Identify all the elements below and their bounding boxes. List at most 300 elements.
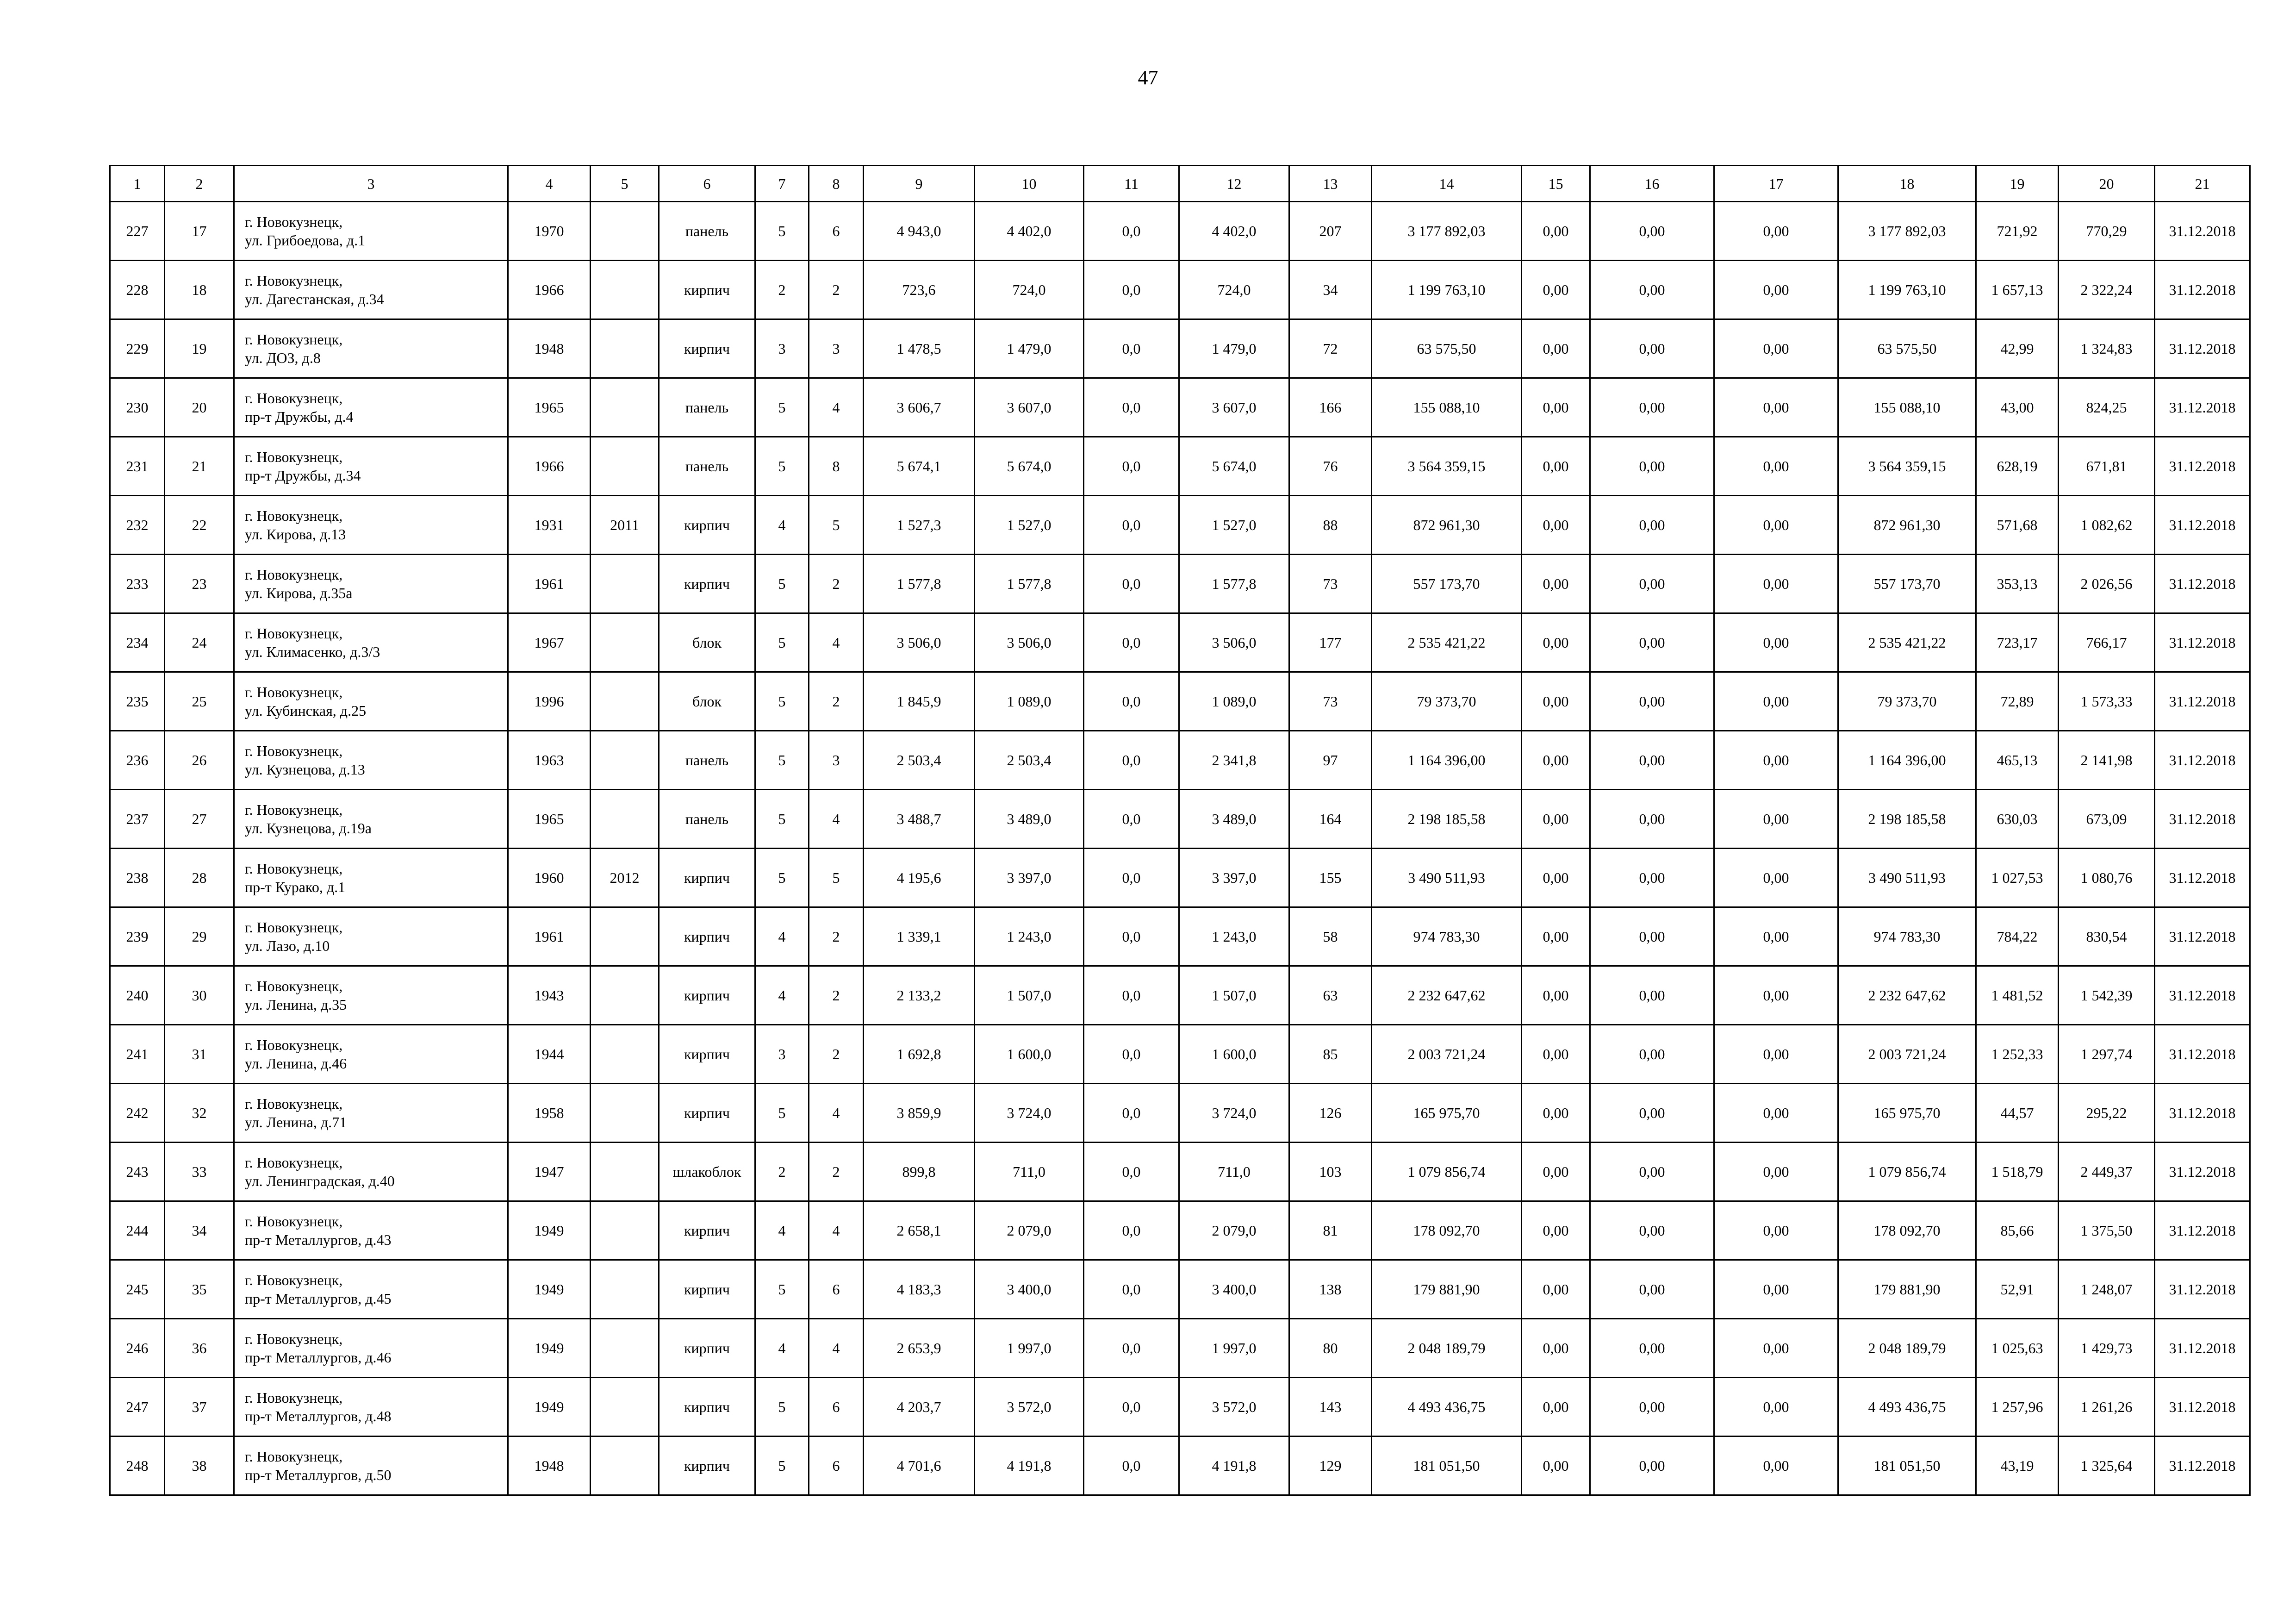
- wall-material-cell: панель: [659, 790, 755, 849]
- address-city: г. Новокузнецк,: [245, 566, 343, 583]
- row-number-cell: 245: [110, 1260, 165, 1319]
- index-cell: 22: [165, 496, 234, 555]
- construction-year-cell: 1949: [508, 1260, 591, 1319]
- total-cost-cell: 181 051,50: [1372, 1437, 1522, 1495]
- construction-year-cell: 1970: [508, 202, 591, 261]
- residents-cell: 126: [1289, 1084, 1372, 1143]
- floors-cell: 5: [755, 613, 809, 672]
- address-street: пр-т Металлургов, д.43: [245, 1231, 392, 1248]
- max-unit-cost-cell: 824,25: [2059, 378, 2155, 437]
- municipal-area-cell: 0,0: [1084, 613, 1179, 672]
- row-number-cell: 229: [110, 319, 165, 378]
- private-area-cell: 1 600,0: [1179, 1025, 1289, 1084]
- column-header-15: 15: [1522, 166, 1590, 202]
- column-header-2: 2: [165, 166, 234, 202]
- entrances-cell: 5: [809, 849, 864, 907]
- residential-area-cell: 1 997,0: [975, 1319, 1084, 1378]
- unit-cost-cell: 1 657,13: [1976, 261, 2059, 319]
- table-row: [110, 555, 2250, 613]
- reconstruction-year-cell: [591, 907, 659, 966]
- table-row: [110, 1319, 2250, 1378]
- municipal-area-cell: 0,0: [1084, 1378, 1179, 1437]
- address-street: пр-т Металлургов, д.46: [245, 1349, 392, 1366]
- address-street: пр-т Металлургов, д.50: [245, 1467, 392, 1483]
- total-cost-cell: 155 088,10: [1372, 378, 1522, 437]
- address-city: г. Новокузнецк,: [245, 272, 343, 289]
- index-cell: 31: [165, 1025, 234, 1084]
- unit-cost-cell: 784,22: [1976, 907, 2059, 966]
- residents-cell: 138: [1289, 1260, 1372, 1319]
- table-row: [110, 1378, 2250, 1437]
- max-unit-cost-cell: 295,22: [2059, 1084, 2155, 1143]
- regional-funds-cell: 0,00: [1590, 790, 1714, 849]
- entrances-cell: 4: [809, 1084, 864, 1143]
- completion-date-cell: 31.12.2018: [2155, 1319, 2250, 1378]
- total-cost-cell: 3 177 892,03: [1372, 202, 1522, 261]
- wall-material-cell: кирпич: [659, 1319, 755, 1378]
- table-row: [110, 496, 2250, 555]
- municipal-area-cell: 0,0: [1084, 672, 1179, 731]
- column-header-8: 8: [809, 166, 864, 202]
- total-area-cell: 3 488,7: [864, 790, 975, 849]
- address-city: г. Новокузнецк,: [245, 1154, 343, 1171]
- residents-cell: 73: [1289, 555, 1372, 613]
- unit-cost-cell: 628,19: [1976, 437, 2059, 496]
- municipal-area-cell: 0,0: [1084, 319, 1179, 378]
- index-cell: 32: [165, 1084, 234, 1143]
- residential-area-cell: 1 089,0: [975, 672, 1084, 731]
- total-area-cell: 899,8: [864, 1143, 975, 1201]
- owners-funds-cell: 179 881,90: [1838, 1260, 1976, 1319]
- floors-cell: 5: [755, 437, 809, 496]
- index-cell: 30: [165, 966, 234, 1025]
- table-row: [110, 1025, 2250, 1084]
- max-unit-cost-cell: 1 542,39: [2059, 966, 2155, 1025]
- residential-area-cell: 4 191,8: [975, 1437, 1084, 1495]
- reconstruction-year-cell: [591, 672, 659, 731]
- federal-funds-cell: 0,00: [1522, 378, 1590, 437]
- reconstruction-year-cell: [591, 202, 659, 261]
- unit-cost-cell: 72,89: [1976, 672, 2059, 731]
- reconstruction-year-cell: [591, 613, 659, 672]
- row-number-cell: 232: [110, 496, 165, 555]
- total-cost-cell: 2 535 421,22: [1372, 613, 1522, 672]
- row-number-cell: 237: [110, 790, 165, 849]
- municipal-funds-cell: 0,00: [1714, 437, 1838, 496]
- index-cell: 18: [165, 261, 234, 319]
- residential-area-cell: 2 079,0: [975, 1201, 1084, 1260]
- max-unit-cost-cell: 673,09: [2059, 790, 2155, 849]
- completion-date-cell: 31.12.2018: [2155, 202, 2250, 261]
- private-area-cell: 3 506,0: [1179, 613, 1289, 672]
- municipal-area-cell: 0,0: [1084, 849, 1179, 907]
- residential-area-cell: 4 402,0: [975, 202, 1084, 261]
- federal-funds-cell: 0,00: [1522, 907, 1590, 966]
- regional-funds-cell: 0,00: [1590, 1437, 1714, 1495]
- federal-funds-cell: 0,00: [1522, 437, 1590, 496]
- municipal-funds-cell: 0,00: [1714, 1201, 1838, 1260]
- total-area-cell: 1 692,8: [864, 1025, 975, 1084]
- residents-cell: 63: [1289, 966, 1372, 1025]
- entrances-cell: 2: [809, 1143, 864, 1201]
- residents-cell: 73: [1289, 672, 1372, 731]
- private-area-cell: 1 577,8: [1179, 555, 1289, 613]
- address-city: г. Новокузнецк,: [245, 684, 343, 700]
- total-area-cell: 1 478,5: [864, 319, 975, 378]
- page-number: 47: [1138, 66, 1158, 89]
- municipal-funds-cell: 0,00: [1714, 1378, 1838, 1437]
- index-cell: 29: [165, 907, 234, 966]
- federal-funds-cell: 0,00: [1522, 1319, 1590, 1378]
- regional-funds-cell: 0,00: [1590, 1084, 1714, 1143]
- floors-cell: 3: [755, 319, 809, 378]
- address-city: г. Новокузнецк,: [245, 1037, 343, 1053]
- total-area-cell: 4 203,7: [864, 1378, 975, 1437]
- address-city: г. Новокузнецк,: [245, 449, 343, 465]
- address-cell: [234, 437, 508, 496]
- reconstruction-year-cell: 2012: [591, 849, 659, 907]
- owners-funds-cell: 872 961,30: [1838, 496, 1976, 555]
- regional-funds-cell: 0,00: [1590, 1143, 1714, 1201]
- row-number-cell: 238: [110, 849, 165, 907]
- residents-cell: 58: [1289, 907, 1372, 966]
- regional-funds-cell: 0,00: [1590, 496, 1714, 555]
- row-number-cell: 246: [110, 1319, 165, 1378]
- municipal-funds-cell: 0,00: [1714, 790, 1838, 849]
- residential-area-cell: 711,0: [975, 1143, 1084, 1201]
- private-area-cell: 711,0: [1179, 1143, 1289, 1201]
- total-cost-cell: 872 961,30: [1372, 496, 1522, 555]
- total-area-cell: 4 701,6: [864, 1437, 975, 1495]
- municipal-funds-cell: 0,00: [1714, 1319, 1838, 1378]
- private-area-cell: 5 674,0: [1179, 437, 1289, 496]
- max-unit-cost-cell: 830,54: [2059, 907, 2155, 966]
- address-city: г. Новокузнецк,: [245, 1330, 343, 1347]
- owners-funds-cell: 63 575,50: [1838, 319, 1976, 378]
- address-city: г. Новокузнецк,: [245, 1389, 343, 1406]
- municipal-funds-cell: 0,00: [1714, 731, 1838, 790]
- row-number-cell: 231: [110, 437, 165, 496]
- column-header-6: 6: [659, 166, 755, 202]
- residents-cell: 177: [1289, 613, 1372, 672]
- federal-funds-cell: 0,00: [1522, 555, 1590, 613]
- construction-year-cell: 1949: [508, 1378, 591, 1437]
- residents-cell: 34: [1289, 261, 1372, 319]
- owners-funds-cell: 155 088,10: [1838, 378, 1976, 437]
- row-number-cell: 248: [110, 1437, 165, 1495]
- residential-area-cell: 1 577,8: [975, 555, 1084, 613]
- address-cell: [234, 1084, 508, 1143]
- address-cell: [234, 790, 508, 849]
- private-area-cell: 3 724,0: [1179, 1084, 1289, 1143]
- entrances-cell: 6: [809, 1260, 864, 1319]
- owners-funds-cell: 1 199 763,10: [1838, 261, 1976, 319]
- row-number-cell: 236: [110, 731, 165, 790]
- address-street: ул. Ленина, д.35: [245, 996, 347, 1013]
- private-area-cell: 2 079,0: [1179, 1201, 1289, 1260]
- construction-year-cell: 1949: [508, 1201, 591, 1260]
- private-area-cell: 1 527,0: [1179, 496, 1289, 555]
- municipal-area-cell: 0,0: [1084, 1143, 1179, 1201]
- reconstruction-year-cell: [591, 1319, 659, 1378]
- entrances-cell: 4: [809, 1319, 864, 1378]
- table-row: [110, 907, 2250, 966]
- reconstruction-year-cell: [591, 1084, 659, 1143]
- municipal-area-cell: 0,0: [1084, 1319, 1179, 1378]
- address-cell: [234, 1201, 508, 1260]
- address-city: г. Новокузнецк,: [245, 743, 343, 759]
- table-row: [110, 731, 2250, 790]
- table-row: [110, 613, 2250, 672]
- row-number-cell: 247: [110, 1378, 165, 1437]
- residential-area-cell: 5 674,0: [975, 437, 1084, 496]
- entrances-cell: 4: [809, 613, 864, 672]
- unit-cost-cell: 52,91: [1976, 1260, 2059, 1319]
- residential-area-cell: 1 507,0: [975, 966, 1084, 1025]
- reconstruction-year-cell: 2011: [591, 496, 659, 555]
- municipal-area-cell: 0,0: [1084, 261, 1179, 319]
- completion-date-cell: 31.12.2018: [2155, 1260, 2250, 1319]
- max-unit-cost-cell: 766,17: [2059, 613, 2155, 672]
- total-area-cell: 1 845,9: [864, 672, 975, 731]
- total-area-cell: 1 577,8: [864, 555, 975, 613]
- column-header-19: 19: [1976, 166, 2059, 202]
- residential-area-cell: 1 243,0: [975, 907, 1084, 966]
- address-cell: [234, 555, 508, 613]
- municipal-funds-cell: 0,00: [1714, 1260, 1838, 1319]
- residents-cell: 103: [1289, 1143, 1372, 1201]
- column-header-16: 16: [1590, 166, 1714, 202]
- municipal-funds-cell: 0,00: [1714, 319, 1838, 378]
- private-area-cell: 724,0: [1179, 261, 1289, 319]
- entrances-cell: 3: [809, 731, 864, 790]
- regional-funds-cell: 0,00: [1590, 1025, 1714, 1084]
- unit-cost-cell: 571,68: [1976, 496, 2059, 555]
- max-unit-cost-cell: 671,81: [2059, 437, 2155, 496]
- total-area-cell: 1 527,3: [864, 496, 975, 555]
- residents-cell: 85: [1289, 1025, 1372, 1084]
- max-unit-cost-cell: 1 573,33: [2059, 672, 2155, 731]
- residents-cell: 81: [1289, 1201, 1372, 1260]
- address-street: ул. Лазо, д.10: [245, 937, 330, 954]
- unit-cost-cell: 1 481,52: [1976, 966, 2059, 1025]
- entrances-cell: 4: [809, 1201, 864, 1260]
- residents-cell: 88: [1289, 496, 1372, 555]
- construction-year-cell: 1948: [508, 319, 591, 378]
- max-unit-cost-cell: 1 248,07: [2059, 1260, 2155, 1319]
- completion-date-cell: 31.12.2018: [2155, 496, 2250, 555]
- completion-date-cell: 31.12.2018: [2155, 1143, 2250, 1201]
- residents-cell: 207: [1289, 202, 1372, 261]
- municipal-funds-cell: 0,00: [1714, 496, 1838, 555]
- table-row: [110, 319, 2250, 378]
- wall-material-cell: шлакоблок: [659, 1143, 755, 1201]
- address-cell: [234, 1143, 508, 1201]
- total-area-cell: 723,6: [864, 261, 975, 319]
- address-city: г. Новокузнецк,: [245, 801, 343, 818]
- construction-year-cell: 1947: [508, 1143, 591, 1201]
- wall-material-cell: кирпич: [659, 1437, 755, 1495]
- completion-date-cell: 31.12.2018: [2155, 261, 2250, 319]
- owners-funds-cell: 2 003 721,24: [1838, 1025, 1976, 1084]
- municipal-funds-cell: 0,00: [1714, 555, 1838, 613]
- floors-cell: 5: [755, 378, 809, 437]
- table-row: [110, 378, 2250, 437]
- private-area-cell: 1 507,0: [1179, 966, 1289, 1025]
- row-number-cell: 240: [110, 966, 165, 1025]
- municipal-funds-cell: 0,00: [1714, 202, 1838, 261]
- regional-funds-cell: 0,00: [1590, 672, 1714, 731]
- row-number-cell: 227: [110, 202, 165, 261]
- municipal-area-cell: 0,0: [1084, 1437, 1179, 1495]
- owners-funds-cell: 165 975,70: [1838, 1084, 1976, 1143]
- column-header-10: 10: [975, 166, 1084, 202]
- max-unit-cost-cell: 1 080,76: [2059, 849, 2155, 907]
- total-cost-cell: 974 783,30: [1372, 907, 1522, 966]
- total-cost-cell: 1 199 763,10: [1372, 261, 1522, 319]
- regional-funds-cell: 0,00: [1590, 437, 1714, 496]
- regional-funds-cell: 0,00: [1590, 849, 1714, 907]
- floors-cell: 5: [755, 731, 809, 790]
- entrances-cell: 4: [809, 378, 864, 437]
- table-body: [110, 202, 2250, 1495]
- wall-material-cell: блок: [659, 672, 755, 731]
- entrances-cell: 3: [809, 319, 864, 378]
- unit-cost-cell: 1 252,33: [1976, 1025, 2059, 1084]
- index-cell: 34: [165, 1201, 234, 1260]
- unit-cost-cell: 1 518,79: [1976, 1143, 2059, 1201]
- address-street: ул. Кирова, д.35а: [245, 585, 353, 601]
- address-city: г. Новокузнецк,: [245, 213, 343, 230]
- address-cell: [234, 1378, 508, 1437]
- unit-cost-cell: 42,99: [1976, 319, 2059, 378]
- residential-area-cell: 1 527,0: [975, 496, 1084, 555]
- column-header-20: 20: [2059, 166, 2155, 202]
- federal-funds-cell: 0,00: [1522, 613, 1590, 672]
- completion-date-cell: 31.12.2018: [2155, 1437, 2250, 1495]
- wall-material-cell: блок: [659, 613, 755, 672]
- housing-registry-table: [109, 165, 2251, 1496]
- municipal-funds-cell: 0,00: [1714, 672, 1838, 731]
- owners-funds-cell: 1 079 856,74: [1838, 1143, 1976, 1201]
- column-header-1: 1: [110, 166, 165, 202]
- residents-cell: 72: [1289, 319, 1372, 378]
- residential-area-cell: 3 572,0: [975, 1378, 1084, 1437]
- owners-funds-cell: 557 173,70: [1838, 555, 1976, 613]
- column-header-11: 11: [1084, 166, 1179, 202]
- reconstruction-year-cell: [591, 555, 659, 613]
- entrances-cell: 4: [809, 790, 864, 849]
- address-street: ул. Грибоедова, д.1: [245, 232, 366, 249]
- index-cell: 28: [165, 849, 234, 907]
- reconstruction-year-cell: [591, 437, 659, 496]
- address-city: г. Новокузнецк,: [245, 919, 343, 936]
- entrances-cell: 2: [809, 672, 864, 731]
- wall-material-cell: кирпич: [659, 555, 755, 613]
- completion-date-cell: 31.12.2018: [2155, 1201, 2250, 1260]
- residential-area-cell: 3 397,0: [975, 849, 1084, 907]
- wall-material-cell: панель: [659, 731, 755, 790]
- residents-cell: 76: [1289, 437, 1372, 496]
- floors-cell: 4: [755, 1201, 809, 1260]
- municipal-area-cell: 0,0: [1084, 907, 1179, 966]
- construction-year-cell: 1960: [508, 849, 591, 907]
- municipal-area-cell: 0,0: [1084, 1084, 1179, 1143]
- construction-year-cell: 1967: [508, 613, 591, 672]
- reconstruction-year-cell: [591, 731, 659, 790]
- max-unit-cost-cell: 1 261,26: [2059, 1378, 2155, 1437]
- construction-year-cell: 1965: [508, 378, 591, 437]
- regional-funds-cell: 0,00: [1590, 907, 1714, 966]
- owners-funds-cell: 181 051,50: [1838, 1437, 1976, 1495]
- owners-funds-cell: 4 493 436,75: [1838, 1378, 1976, 1437]
- column-header-13: 13: [1289, 166, 1372, 202]
- residential-area-cell: 2 503,4: [975, 731, 1084, 790]
- table-row: [110, 202, 2250, 261]
- municipal-area-cell: 0,0: [1084, 1025, 1179, 1084]
- municipal-funds-cell: 0,00: [1714, 261, 1838, 319]
- address-city: г. Новокузнецк,: [245, 1095, 343, 1112]
- entrances-cell: 6: [809, 202, 864, 261]
- address-cell: [234, 731, 508, 790]
- owners-funds-cell: 2 198 185,58: [1838, 790, 1976, 849]
- address-street: пр-т Дружбы, д.4: [245, 408, 354, 425]
- unit-cost-cell: 43,00: [1976, 378, 2059, 437]
- wall-material-cell: кирпич: [659, 1084, 755, 1143]
- floors-cell: 5: [755, 849, 809, 907]
- row-number-cell: 239: [110, 907, 165, 966]
- regional-funds-cell: 0,00: [1590, 1378, 1714, 1437]
- total-cost-cell: 179 881,90: [1372, 1260, 1522, 1319]
- max-unit-cost-cell: 1 082,62: [2059, 496, 2155, 555]
- total-cost-cell: 2 048 189,79: [1372, 1319, 1522, 1378]
- total-cost-cell: 178 092,70: [1372, 1201, 1522, 1260]
- floors-cell: 5: [755, 202, 809, 261]
- completion-date-cell: 31.12.2018: [2155, 907, 2250, 966]
- address-cell: [234, 1437, 508, 1495]
- municipal-area-cell: 0,0: [1084, 437, 1179, 496]
- address-street: пр-т Дружбы, д.34: [245, 467, 361, 484]
- unit-cost-cell: 630,03: [1976, 790, 2059, 849]
- federal-funds-cell: 0,00: [1522, 849, 1590, 907]
- construction-year-cell: 1949: [508, 1319, 591, 1378]
- federal-funds-cell: 0,00: [1522, 1260, 1590, 1319]
- federal-funds-cell: 0,00: [1522, 672, 1590, 731]
- floors-cell: 5: [755, 1260, 809, 1319]
- federal-funds-cell: 0,00: [1522, 1084, 1590, 1143]
- residents-cell: 129: [1289, 1437, 1372, 1495]
- address-city: г. Новокузнецк,: [245, 1213, 343, 1230]
- municipal-area-cell: 0,0: [1084, 202, 1179, 261]
- unit-cost-cell: 1 027,53: [1976, 849, 2059, 907]
- max-unit-cost-cell: 2 322,24: [2059, 261, 2155, 319]
- federal-funds-cell: 0,00: [1522, 1437, 1590, 1495]
- max-unit-cost-cell: 1 324,83: [2059, 319, 2155, 378]
- address-cell: [234, 613, 508, 672]
- index-cell: 24: [165, 613, 234, 672]
- max-unit-cost-cell: 1 429,73: [2059, 1319, 2155, 1378]
- index-cell: 17: [165, 202, 234, 261]
- construction-year-cell: 1965: [508, 790, 591, 849]
- unit-cost-cell: 721,92: [1976, 202, 2059, 261]
- address-cell: [234, 202, 508, 261]
- total-cost-cell: 2 003 721,24: [1372, 1025, 1522, 1084]
- wall-material-cell: кирпич: [659, 1201, 755, 1260]
- index-cell: 19: [165, 319, 234, 378]
- address-cell: [234, 907, 508, 966]
- construction-year-cell: 1944: [508, 1025, 591, 1084]
- floors-cell: 5: [755, 1084, 809, 1143]
